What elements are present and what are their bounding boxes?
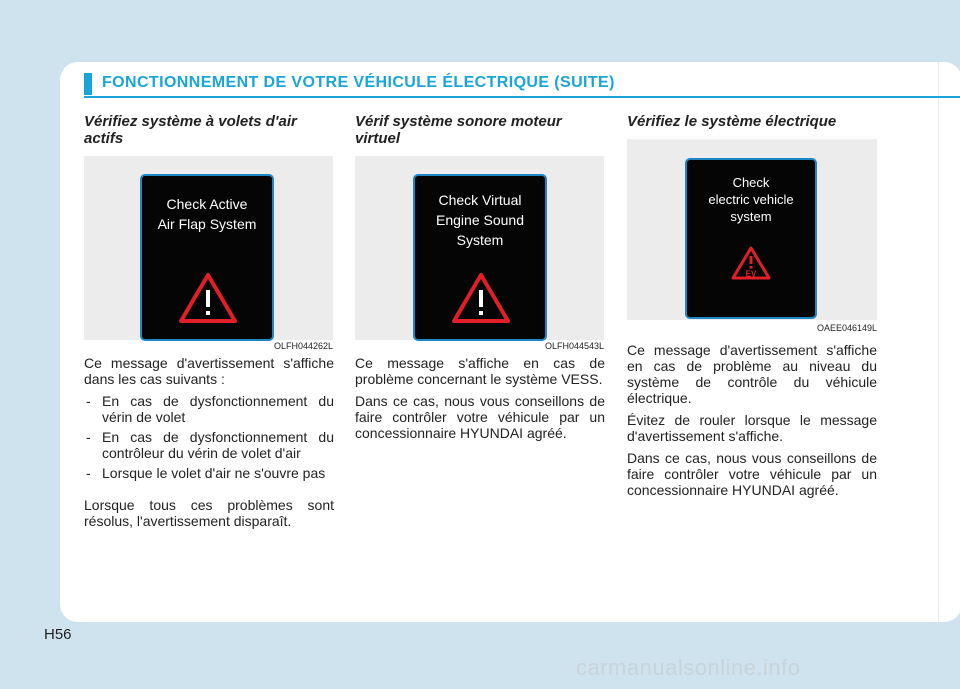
figure-ev-system [627,139,877,320]
list-item: - En cas de dysfonctionnement du vérin de volet [86,393,334,425]
cluster-screen [413,174,547,341]
paragraph: Ce message s'affiche en cas de problème concernant le système VESS. [355,355,605,387]
intro-text: Ce message d'avertissement s'affiche dans les cas suivants : [84,355,334,387]
column-heading: Vérifiez système à volets d'air actifs [84,113,297,147]
ev-label: EV [745,269,757,279]
column-ev-system [627,113,877,130]
figure-air-flap [84,156,333,340]
figure-vess [355,156,604,340]
column-heading: Vérifiez le système électrique [627,113,837,130]
section-header [84,73,960,99]
column-air-flap [84,113,334,147]
paragraph: Dans ce cas, nous vous conseillons de faire contrôler votre véhicule par un concessionnaire HYUNDAI agréé. [355,393,605,441]
paragraph: Dans ce cas, nous vous conseillons de faire contrôler votre véhicule par un concessionnaire HYUNDAI agréé. [627,450,877,498]
watermark: carmanualsonline.info [576,655,801,680]
warning-triangle-icon [451,272,511,324]
paragraph: Évitez de rouler lorsque le message d'avertissement s'affiche. [627,412,877,444]
body-vess [355,355,605,447]
list-item: - Lorsque le volet d'air ne s'ouvre pas [86,465,326,481]
column-vess [355,113,605,147]
section-title: FONCTIONNEMENT DE VOTRE VÉHICULE ÉLECTRIQUE (SUITE) [102,74,615,91]
screen-message: Check Active Air Flap System [157,196,257,232]
figure-caption: OLFH044543L [544,341,604,351]
body-air-flap [84,355,334,535]
cluster-screen [140,174,274,341]
header-accent-bar [84,73,92,95]
body-ev-system [627,342,877,504]
screen-message: Check Virtual Engine Sound System [436,192,524,248]
list-item: - En cas de dysfonctionnement du contrôleur du vérin de volet d'air [86,429,334,461]
warning-triangle-icon [178,272,238,324]
page-number: H56 [44,626,72,643]
figure-caption: OAEE046149L [816,323,877,333]
cluster-screen [685,158,817,319]
column-heading: Vérif système sonore moteur virtuel [355,113,562,147]
paragraph: Ce message d'avertissement s'affiche en cas de problème au niveau du système de contrôle du véhicule électrique. [627,342,877,406]
figure-caption: OLFH044262L [273,341,333,351]
header-rule [84,96,960,98]
condition-list [84,393,334,481]
ev-warning-icon [731,246,771,280]
screen-message: Check electric vehicle system [708,175,794,224]
closing-text: Lorsque tous ces problèmes sont résolus, l'avertissement disparaît. [84,497,334,529]
